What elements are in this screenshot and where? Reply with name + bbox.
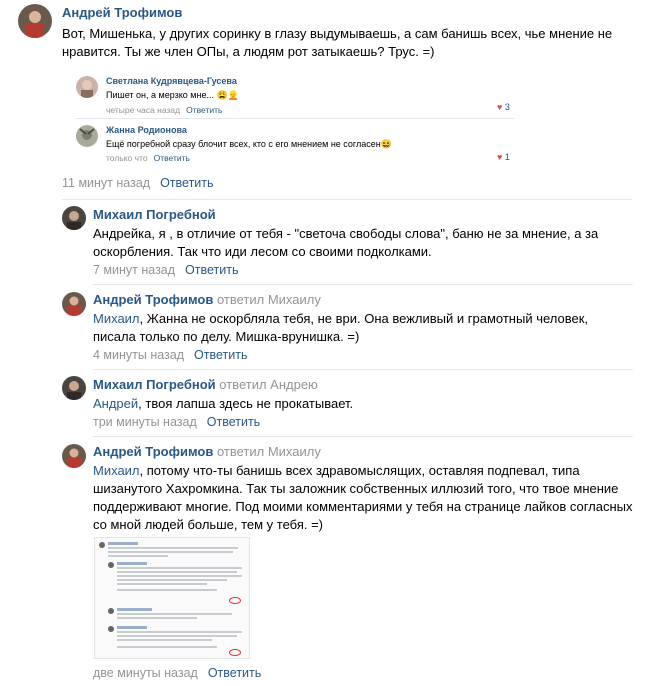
replied-to[interactable]: ответил Михаилу bbox=[216, 444, 321, 459]
mention-link[interactable]: Михаил bbox=[93, 463, 140, 478]
comment-meta bbox=[62, 176, 214, 190]
avatar[interactable] bbox=[62, 376, 86, 400]
attached-image[interactable] bbox=[94, 537, 250, 659]
comment-text: Вот, Мишенька, у других соринку в глазу выдумываешь, а сам банишь всех, чье мнение не нравится. Ты же член ОПы, а людям рот затыкаешь? Трус. =) bbox=[62, 26, 613, 59]
replied-to[interactable]: ответил Михаилу bbox=[216, 292, 321, 307]
comment bbox=[93, 292, 633, 362]
comment-author-line bbox=[93, 444, 633, 459]
comment-time[interactable]: 4 минуты назад bbox=[93, 348, 185, 362]
emoji-icon: 😆 bbox=[380, 139, 392, 149]
heart-icon: ♥ bbox=[497, 152, 503, 162]
comment-text bbox=[93, 462, 633, 534]
like-count: 1 bbox=[504, 152, 510, 162]
comment-text-body: , твоя лапша здесь не прокатывает. bbox=[138, 396, 354, 411]
divider bbox=[62, 199, 632, 200]
comment-author[interactable]: Михаил Погребной bbox=[93, 207, 216, 222]
comment-author[interactable]: Андрей Трофимов bbox=[93, 444, 214, 459]
avatar[interactable] bbox=[62, 444, 86, 468]
divider bbox=[93, 369, 633, 370]
comment-text bbox=[93, 395, 633, 413]
comment bbox=[93, 377, 633, 429]
reply-link[interactable]: Ответить bbox=[153, 153, 190, 163]
embedded-text-line bbox=[106, 139, 516, 150]
embedded-time[interactable]: только что bbox=[106, 153, 148, 163]
divider bbox=[93, 284, 633, 285]
embedded-author[interactable]: Светлана Кудрявцева-Гусева bbox=[106, 76, 237, 86]
embedded-text: Пишет он, а мерзко мне... bbox=[106, 90, 214, 100]
avatar[interactable] bbox=[18, 4, 52, 38]
mention-link[interactable]: Михаил bbox=[93, 311, 140, 326]
comment-author[interactable]: Андрей Трофимов bbox=[93, 292, 214, 307]
like-button[interactable] bbox=[497, 152, 510, 162]
mention-link[interactable]: Андрей bbox=[93, 396, 139, 411]
embedded-author[interactable]: Жанна Родионова bbox=[106, 125, 187, 135]
divider bbox=[76, 118, 514, 119]
comment-meta bbox=[93, 666, 261, 680]
comment bbox=[62, 5, 632, 61]
comment-time[interactable]: 11 минут назад bbox=[62, 176, 151, 190]
embedded-comment bbox=[106, 125, 516, 163]
comment-time[interactable]: три минуты назад bbox=[93, 415, 197, 429]
reply-link[interactable]: Ответить bbox=[185, 263, 239, 277]
comment-text-body: , Жанна не оскорбляла тебя, не ври. Она вежливый и грамотный человек, писала только по делу. Мишка-врунишка. =) bbox=[93, 311, 589, 344]
embedded-meta bbox=[106, 105, 516, 115]
comment-meta bbox=[93, 348, 633, 362]
heart-icon: ♥ bbox=[497, 102, 503, 112]
comment-author-line bbox=[93, 292, 633, 307]
like-button[interactable] bbox=[497, 102, 510, 112]
reply-link[interactable]: Ответить bbox=[186, 105, 223, 115]
avatar[interactable] bbox=[76, 76, 98, 98]
avatar[interactable] bbox=[76, 125, 98, 147]
like-count: 3 bbox=[504, 102, 510, 112]
embedded-time[interactable]: четыре часа назад bbox=[106, 105, 181, 115]
embedded-comment bbox=[106, 76, 516, 115]
reply-link[interactable]: Ответить bbox=[160, 176, 214, 190]
embedded-text: Ещё погребной сразу блочит всех, кто с его мнением не согласен bbox=[106, 139, 381, 149]
reply-link[interactable]: Ответить bbox=[194, 348, 248, 362]
comment-text-body: , потому что-ты банишь всех здравомыслящих, оставляя подпевал, типа шизанутого Хахромкина. Так ты заложник собственных иллюзий того, что твое мнение поддерживают многие. Под моими комментариями у тебя на странице лайков согласных со мной людей больше, тем у тебя. =) bbox=[93, 463, 633, 532]
embedded-text-line bbox=[106, 90, 516, 101]
comment-author[interactable]: Михаил Погребной bbox=[93, 377, 216, 392]
replied-to[interactable]: ответил Андрею bbox=[219, 377, 318, 392]
reply-link[interactable]: Ответить bbox=[207, 666, 262, 680]
comment-meta bbox=[93, 415, 633, 429]
comment-time[interactable]: две минуты назад bbox=[93, 666, 198, 680]
divider bbox=[93, 436, 633, 437]
comment-meta bbox=[93, 263, 633, 277]
comment-text: Андрейка, я , в отличие от тебя - "светоча свободы слова", баню не за мнение, а за оскорбления. Так что иди лесом со своими подколками. bbox=[93, 226, 599, 259]
comment-author[interactable]: Андрей Трофимов bbox=[62, 5, 183, 20]
comment-time[interactable]: 7 минут назад bbox=[93, 263, 176, 277]
comment bbox=[93, 444, 633, 534]
embedded-meta bbox=[106, 153, 516, 163]
reply-link[interactable]: Ответить bbox=[206, 415, 261, 429]
emoji-icon: 😩👱 bbox=[216, 90, 239, 100]
comment-text bbox=[93, 310, 633, 346]
avatar[interactable] bbox=[62, 206, 86, 230]
avatar[interactable] bbox=[62, 292, 86, 316]
comment-author-line bbox=[93, 377, 633, 392]
comment bbox=[93, 207, 633, 277]
